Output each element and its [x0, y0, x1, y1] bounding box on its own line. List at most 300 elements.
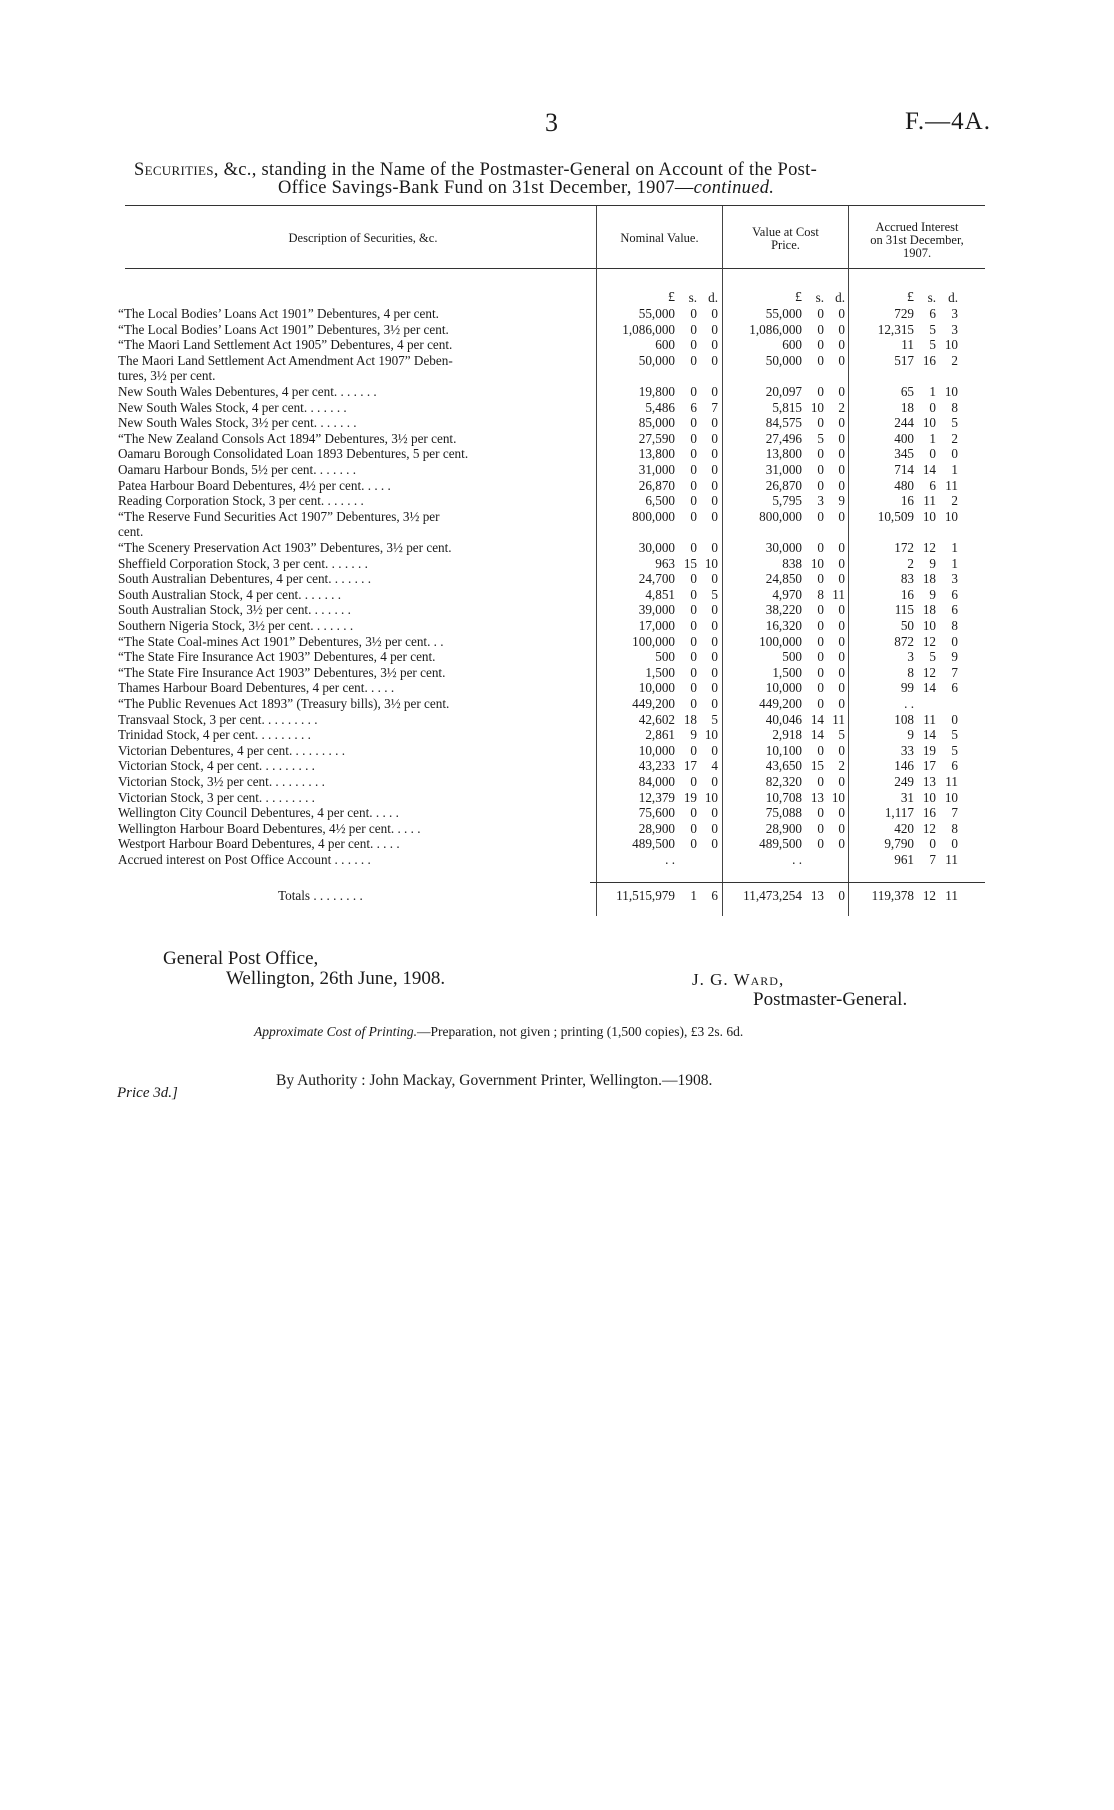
cost-shillings: 0 [817, 306, 824, 321]
unit-pound-1: £ [668, 290, 675, 305]
table-row [118, 602, 998, 617]
cost-pounds: 10,708 [765, 789, 802, 805]
nominal-pence: 0 [711, 540, 718, 555]
security-description: South Australian Debentures, 4 per cent. . . . . . . [118, 571, 372, 587]
cost-pounds: 600 [782, 337, 802, 353]
nominal-shillings: 18 [683, 711, 697, 727]
cost-shillings: 0 [817, 352, 824, 368]
cost-shillings: 0 [817, 415, 824, 431]
interest-pounds: 517 [894, 352, 914, 368]
nominal-pounds: 26,870 [638, 477, 675, 493]
cost-pounds: 27,496 [765, 430, 802, 446]
cost-pounds: 20,097 [765, 384, 802, 399]
cost-shillings: 0 [817, 337, 824, 353]
cost-pence: 0 [838, 430, 845, 446]
interest-pence: 0 [951, 446, 958, 462]
interest-shillings: 7 [929, 852, 936, 867]
totals-cost-d: 0 [838, 888, 845, 903]
cost-pounds: 26,870 [765, 477, 802, 493]
cost-pence: 11 [832, 711, 845, 727]
interest-pounds: 115 [894, 602, 914, 618]
nominal-pounds: 2,861 [645, 727, 675, 743]
cost-pounds: 100,000 [759, 633, 802, 649]
nominal-pence: 0 [711, 415, 718, 431]
table-row [118, 665, 998, 680]
interest-pounds: 99 [900, 680, 914, 696]
nominal-pounds: 19,800 [638, 384, 675, 399]
security-description: Patea Harbour Board Debentures, 4½ per cent. . . . . [118, 477, 391, 493]
nominal-shillings: 0 [690, 462, 697, 477]
cost-shillings: 0 [817, 664, 824, 680]
cost-pence: 0 [838, 696, 845, 711]
interest-shillings: 0 [929, 446, 936, 462]
table-row [118, 758, 998, 773]
cost-pounds: 30,000 [765, 540, 802, 555]
interest-shillings: 12 [922, 664, 936, 680]
cost-pence: 0 [838, 571, 845, 587]
table-row [118, 649, 998, 664]
interest-shillings: 5 [929, 649, 936, 665]
interest-pence: 3 [951, 571, 958, 587]
security-description: New South Wales Stock, 3½ per cent. . . . . . . [118, 415, 357, 431]
office-line-2: Wellington, 26th June, 1908. [226, 968, 446, 989]
cost-pence: 0 [838, 649, 845, 665]
interest-pence: 2 [951, 430, 958, 446]
nominal-pounds: 84,000 [638, 774, 675, 789]
security-description: “The Local Bodies’ Loans Act 1901” Debentures, 3½ per cent. [118, 321, 449, 337]
interest-shillings: 18 [922, 602, 936, 618]
nominal-shillings: 0 [690, 321, 697, 337]
cost-pence: 0 [838, 774, 845, 789]
security-description: Reading Corporation Stock, 3 per cent. . . . . . . [118, 493, 364, 509]
nominal-pounds: 85,000 [638, 415, 675, 431]
cost-pence: 0 [838, 633, 845, 649]
interest-shillings: 13 [922, 774, 936, 789]
cost-pence: 9 [838, 493, 845, 509]
cost-pence: 5 [838, 727, 845, 743]
cost-pence: 0 [838, 820, 845, 836]
nominal-shillings: 0 [690, 306, 697, 321]
nominal-shillings: 0 [690, 836, 697, 852]
unit-d-2: d. [835, 290, 845, 305]
cost-pounds: 75,088 [765, 805, 802, 821]
nominal-pence: 0 [711, 430, 718, 446]
nominal-pence: 0 [711, 680, 718, 696]
table-row [118, 462, 998, 477]
cost-shillings: 10 [810, 399, 824, 415]
interest-shillings: 5 [929, 321, 936, 337]
nominal-shillings: 6 [690, 399, 697, 415]
table-row [118, 306, 998, 321]
interest-pounds: 3 [907, 649, 914, 665]
cost-pounds: 55,000 [765, 306, 802, 321]
unit-pound-2: £ [795, 290, 802, 305]
interest-shillings: 19 [922, 742, 936, 758]
interest-pence: 10 [944, 789, 958, 805]
cost-pounds: 449,200 [759, 696, 802, 711]
nominal-shillings: 0 [690, 337, 697, 353]
interest-pence: 11 [945, 774, 958, 789]
interest-pounds: 16 [900, 493, 914, 509]
nominal-pounds: 600 [655, 337, 675, 353]
interest-pounds: 345 [894, 446, 914, 462]
security-description: Thames Harbour Board Debentures, 4 per cent. . . . . [118, 680, 395, 696]
interest-pounds: 11 [901, 337, 914, 353]
table-row [118, 368, 998, 383]
security-description: South Australian Stock, 4 per cent. . . . . . . [118, 586, 342, 602]
cost-pounds: 4,970 [772, 586, 802, 602]
cost-pounds: . . [792, 852, 802, 867]
nominal-shillings: 0 [690, 430, 697, 446]
interest-shillings: 9 [929, 555, 936, 571]
cost-pence: 0 [838, 321, 845, 337]
cost-pence: 11 [832, 586, 845, 602]
rule-top [125, 205, 985, 206]
nominal-shillings: 0 [690, 696, 697, 711]
security-description: New South Wales Debentures, 4 per cent. . . . . . . [118, 384, 377, 399]
nominal-pounds: 31,000 [638, 462, 675, 477]
interest-pence: 5 [951, 727, 958, 743]
cost-shillings: 0 [817, 321, 824, 337]
nominal-pence: 0 [711, 477, 718, 493]
interest-shillings: 1 [929, 384, 936, 399]
unit-s-3: s. [927, 290, 936, 305]
nominal-pounds: 6,500 [645, 493, 675, 509]
security-description: Wellington Harbour Board Debentures, 4½ per cent. . . . . [118, 820, 421, 836]
table-row [118, 400, 998, 415]
security-description: cent. [118, 524, 144, 540]
interest-pounds: 50 [900, 618, 914, 633]
interest-pounds: 249 [894, 774, 914, 789]
interest-shillings: 0 [929, 836, 936, 852]
nominal-shillings: 0 [690, 508, 697, 524]
nominal-pounds: 500 [655, 649, 675, 665]
nominal-pounds: 39,000 [638, 602, 675, 618]
table-row [118, 852, 998, 867]
nominal-pence: 0 [711, 618, 718, 633]
nominal-shillings: 0 [690, 618, 697, 633]
security-description: “The Scenery Preservation Act 1903” Debentures, 3½ per cent. [118, 540, 452, 555]
price: Price 3d.] [117, 1085, 178, 1101]
security-description: The Maori Land Settlement Act Amendment Act 1907” Deben- [118, 352, 453, 368]
nominal-pounds: 27,590 [638, 430, 675, 446]
table-row [118, 696, 998, 711]
nominal-shillings: 17 [683, 758, 697, 774]
interest-pounds: 18 [900, 399, 914, 415]
units-row [118, 290, 998, 305]
cost-shillings: 0 [817, 446, 824, 462]
interest-pence: 1 [951, 555, 958, 571]
nominal-shillings: 0 [690, 649, 697, 665]
nominal-pounds: 75,600 [638, 805, 675, 821]
cost-pence: 0 [838, 555, 845, 571]
cost-pence: 0 [838, 352, 845, 368]
table-row [118, 805, 998, 820]
security-description: Victorian Stock, 4 per cent. . . . . . . . . [118, 758, 315, 774]
table-row [118, 446, 998, 461]
cost-pence: 0 [838, 306, 845, 321]
interest-pence: 6 [951, 586, 958, 602]
cost-pounds: 24,850 [765, 571, 802, 587]
cost-pence: 10 [831, 789, 845, 805]
nominal-pence: 0 [711, 742, 718, 758]
cost-pence: 0 [838, 446, 845, 462]
nominal-pence: 0 [711, 571, 718, 587]
printing-cost-label: Approximate Cost of Printing. [254, 1024, 417, 1039]
nominal-pence: 0 [711, 820, 718, 836]
cost-shillings: 0 [817, 571, 824, 587]
cost-pounds: 31,000 [765, 462, 802, 477]
security-description: “The Local Bodies’ Loans Act 1901” Debentures, 4 per cent. [118, 306, 439, 321]
title-line-2-text: Office Savings-Bank Fund on 31st December, 1907— [278, 178, 694, 198]
header-nominal: Nominal Value. [620, 231, 699, 245]
header-description: Description of Securities, &c. [288, 231, 438, 245]
nominal-pence: 10 [704, 555, 718, 571]
cost-shillings: 8 [817, 586, 824, 602]
cost-pence: 0 [838, 836, 845, 852]
cost-shillings: 0 [817, 384, 824, 399]
nominal-pence: 0 [711, 352, 718, 368]
table-row [118, 571, 998, 586]
interest-shillings: 12 [922, 820, 936, 836]
totals-label: Totals . . . . . . . . [278, 888, 363, 903]
nominal-pounds: 43,233 [638, 758, 675, 774]
security-description: “The State Fire Insurance Act 1903” Debentures, 4 per cent. [118, 649, 436, 665]
office-line-1: General Post Office, [163, 948, 319, 969]
nominal-pence: 0 [711, 805, 718, 821]
nominal-pence: 0 [711, 633, 718, 649]
interest-pence: 8 [951, 820, 958, 836]
table-row [118, 680, 998, 695]
header-interest-l3: 1907. [902, 246, 932, 260]
interest-shillings: 14 [922, 462, 936, 477]
table-row [118, 821, 998, 836]
interest-pence: 11 [945, 477, 958, 493]
cost-pence: 0 [838, 462, 845, 477]
interest-pence: 8 [951, 618, 958, 633]
unit-d-1: d. [708, 290, 718, 305]
interest-pence: 0 [951, 836, 958, 852]
interest-shillings: 17 [922, 758, 936, 774]
interest-pounds: 108 [894, 711, 914, 727]
cost-pence: 0 [838, 337, 845, 353]
cost-shillings: 0 [817, 836, 824, 852]
interest-pence: 10 [944, 337, 958, 353]
security-description: Victorian Stock, 3½ per cent. . . . . . . . . [118, 774, 325, 789]
security-description: Sheffield Corporation Stock, 3 per cent. . . . . . . [118, 555, 368, 571]
cost-shillings: 0 [817, 805, 824, 821]
interest-shillings: 12 [922, 633, 936, 649]
interest-pounds: . . [904, 696, 914, 711]
security-description: Transvaal Stock, 3 per cent. . . . . . . . . [118, 711, 318, 727]
table-row [118, 493, 998, 508]
interest-pence: 3 [951, 321, 958, 337]
security-description: Oamaru Borough Consolidated Loan 1893 Debentures, 5 per cent. [118, 446, 469, 462]
authority-line: By Authority : John Mackay, Government Printer, Wellington.—1908. [276, 1072, 713, 1089]
signer-title: Postmaster-General. [753, 989, 908, 1010]
cost-pounds: 28,900 [765, 820, 802, 836]
nominal-pounds: 24,700 [638, 571, 675, 587]
nominal-pence: 7 [711, 399, 718, 415]
cost-shillings: 0 [817, 820, 824, 836]
cost-shillings: 5 [817, 430, 824, 446]
interest-shillings: 6 [929, 306, 936, 321]
cost-pence: 0 [838, 415, 845, 431]
cost-pence: 0 [838, 680, 845, 696]
interest-pence: 11 [945, 852, 958, 867]
security-description: South Australian Stock, 3½ per cent. . . . . . . [118, 602, 351, 618]
cost-pence: 0 [838, 664, 845, 680]
security-description: “The New Zealand Consols Act 1894” Debentures, 3½ per cent. [118, 430, 457, 446]
interest-pence: 1 [951, 462, 958, 477]
table-row [118, 524, 998, 539]
header-cost-l1: Value at Cost [752, 225, 819, 239]
nominal-pence: 0 [711, 337, 718, 353]
cost-pence: 0 [838, 805, 845, 821]
interest-pounds: 2 [907, 555, 914, 571]
interest-shillings: 11 [923, 711, 936, 727]
interest-shillings: 16 [922, 352, 936, 368]
interest-pence: 1 [951, 540, 958, 555]
security-description: Wellington City Council Debentures, 4 per cent. . . . . [118, 805, 399, 821]
series-code: F.—4A. [905, 108, 991, 135]
nominal-pence: 0 [711, 508, 718, 524]
security-description: “The Public Revenues Act 1893” (Treasury bills), 3½ per cent. [118, 696, 450, 711]
cost-pounds: 43,650 [765, 758, 802, 774]
nominal-shillings: 0 [690, 774, 697, 789]
cost-pounds: 838 [782, 555, 802, 571]
nominal-shillings: 0 [690, 352, 697, 368]
interest-shillings: 18 [922, 571, 936, 587]
nominal-pence: 0 [711, 306, 718, 321]
nominal-shillings: 0 [690, 477, 697, 493]
table-row [118, 743, 998, 758]
cost-shillings: 0 [817, 649, 824, 665]
cost-pence: 0 [838, 477, 845, 493]
table-row [118, 478, 998, 493]
table-row [118, 540, 998, 555]
cost-pounds: 800,000 [759, 508, 802, 524]
interest-shillings: 14 [922, 680, 936, 696]
security-description: “The Reserve Fund Securities Act 1907” Debentures, 3½ per [118, 508, 440, 524]
interest-shillings: 1 [929, 430, 936, 446]
title-continued: continued. [693, 178, 775, 198]
page-number: 3 [545, 108, 558, 137]
interest-pence: 5 [951, 742, 958, 758]
interest-pence: 10 [944, 384, 958, 399]
nominal-pounds: 489,500 [632, 836, 675, 852]
nominal-pounds: 28,900 [638, 820, 675, 836]
interest-pence: 5 [951, 415, 958, 431]
cost-shillings: 0 [817, 774, 824, 789]
interest-pence: 6 [951, 602, 958, 618]
interest-pence: 0 [951, 633, 958, 649]
cost-shillings: 0 [817, 508, 824, 524]
nominal-shillings: 0 [690, 633, 697, 649]
table-row [118, 509, 998, 524]
interest-pounds: 16 [900, 586, 914, 602]
interest-pounds: 31 [900, 789, 914, 805]
interest-pence: 10 [944, 508, 958, 524]
cost-shillings: 0 [817, 742, 824, 758]
security-description: Trinidad Stock, 4 per cent. . . . . . . . . [118, 727, 311, 743]
nominal-shillings: 0 [690, 742, 697, 758]
security-description: “The Maori Land Settlement Act 1905” Debentures, 4 per cent. [118, 337, 453, 353]
security-description: Victorian Debentures, 4 per cent. . . . . . . . . [118, 742, 345, 758]
nominal-pounds: 449,200 [632, 696, 675, 711]
cost-shillings: 14 [810, 711, 824, 727]
table-row [118, 774, 998, 789]
interest-shillings: 10 [922, 508, 936, 524]
security-description: Westport Harbour Board Debentures, 4 per cent. . . . . [118, 836, 400, 852]
interest-pounds: 9 [907, 727, 914, 743]
totals-row [118, 888, 998, 903]
cost-pounds: 84,575 [765, 415, 802, 431]
totals-interest-s: 12 [922, 888, 936, 903]
nominal-pounds: 17,000 [638, 618, 675, 633]
title-line-1-rest: &c., standing in the Name of the Postmaster-General on Account of the Post- [218, 160, 818, 180]
interest-pence: 7 [951, 805, 958, 821]
printing-cost [254, 1024, 743, 1040]
interest-pence: 6 [951, 758, 958, 774]
interest-shillings: 14 [922, 727, 936, 743]
nominal-shillings: 0 [690, 805, 697, 821]
security-description: New South Wales Stock, 4 per cent. . . . . . . [118, 399, 347, 415]
interest-pounds: 244 [894, 415, 914, 431]
interest-pounds: 33 [900, 742, 914, 758]
nominal-pence: 0 [711, 696, 718, 711]
security-description: Southern Nigeria Stock, 3½ per cent. . . . . . . [118, 618, 354, 633]
interest-pence: 0 [951, 711, 958, 727]
nominal-pounds: 100,000 [632, 633, 675, 649]
unit-d-3: d. [948, 290, 958, 305]
cost-shillings: 10 [810, 555, 824, 571]
cost-pounds: 16,320 [765, 618, 802, 633]
table-row [118, 353, 998, 368]
totals-interest-d: 11 [945, 888, 958, 903]
interest-shillings: 6 [929, 477, 936, 493]
interest-shillings: 12 [922, 540, 936, 555]
title-line-2 [278, 178, 774, 199]
cost-shillings: 3 [817, 493, 824, 509]
cost-pence: 0 [838, 540, 845, 555]
interest-pounds: 1,117 [884, 805, 914, 821]
nominal-pence: 10 [704, 727, 718, 743]
interest-pounds: 400 [894, 430, 914, 446]
interest-shillings: 0 [929, 399, 936, 415]
cost-pence: 0 [838, 742, 845, 758]
interest-pence: 2 [951, 493, 958, 509]
table-row [118, 587, 998, 602]
interest-pounds: 65 [900, 384, 914, 399]
cost-pounds: 489,500 [759, 836, 802, 852]
cost-shillings: 0 [817, 618, 824, 633]
nominal-shillings: 0 [690, 446, 697, 462]
cost-pence: 2 [838, 399, 845, 415]
nominal-shillings: 0 [690, 384, 697, 399]
nominal-shillings: 15 [683, 555, 697, 571]
header-cost [723, 226, 848, 252]
rule-header-bottom [125, 268, 985, 269]
table-row [118, 431, 998, 446]
nominal-shillings: 0 [690, 493, 697, 509]
cost-pence: 0 [838, 602, 845, 618]
nominal-pounds: 5,486 [645, 399, 675, 415]
totals-nominal-d: 6 [711, 888, 718, 903]
cost-pence: 0 [838, 384, 845, 399]
nominal-pence: 0 [711, 836, 718, 852]
nominal-pounds: 42,602 [638, 711, 675, 727]
